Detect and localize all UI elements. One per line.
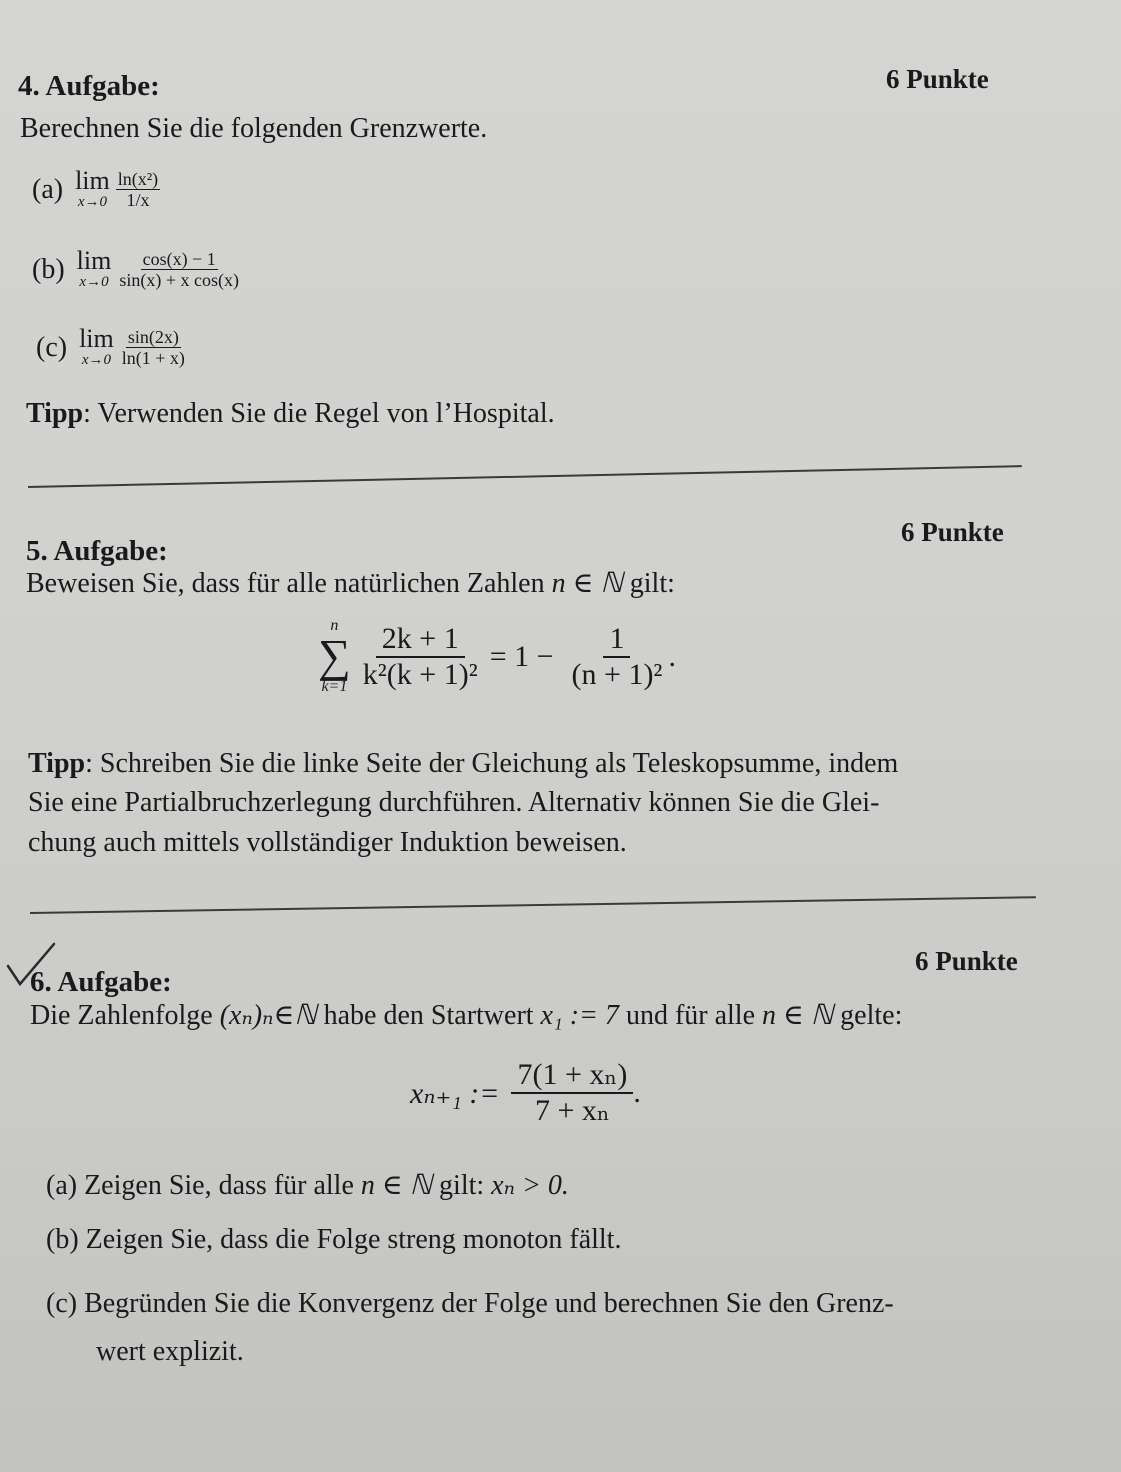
task6-recursion <box>410 1058 641 1128</box>
lim-sub: x→0 <box>81 352 111 368</box>
fraction-denominator: sin(x) + x cos(x) <box>119 270 239 290</box>
task5-points: 6 Punkte <box>901 517 1004 547</box>
task6-item-c-cont: wert explizit. <box>96 1336 244 1367</box>
task6-points: 6 Punkte <box>915 946 1018 976</box>
item-text: Begründen Sie die Konvergenz der Folge und berechnen Sie den Grenz- <box>84 1288 894 1319</box>
task4-points: 6 Punkte <box>886 64 989 94</box>
task5-intro <box>26 566 675 600</box>
intro-start: x₁ := 7 <box>540 1000 619 1031</box>
limit-operator <box>77 248 112 291</box>
rec-lhs: xₙ₊₁ := <box>410 1076 500 1110</box>
sum-upper: n <box>330 617 339 634</box>
task5-tip-line2: Sie eine Partialbruchzerlegung durchführen. Alternativ können Sie die Glei- <box>28 787 880 818</box>
rhs-denominator: (n + 1)² <box>571 658 663 691</box>
separator-line <box>30 896 1036 914</box>
intro-suffix: gilt: <box>622 568 675 599</box>
lim-sub: x→0 <box>79 274 109 290</box>
item-label: (b) <box>32 253 65 285</box>
task4-tip <box>26 398 555 430</box>
fraction <box>116 169 160 210</box>
tip-label: Tipp <box>28 748 86 779</box>
intro-text: Beweisen Sie, dass für alle natürlichen Zahlen <box>26 568 552 599</box>
task6-intro <box>30 998 902 1032</box>
item-label: (b) <box>46 1224 79 1255</box>
intro-d: gelte: <box>833 1000 903 1031</box>
limit-operator <box>79 326 114 369</box>
fraction-denominator: ln(1 + x) <box>121 348 185 368</box>
rec-numerator: 7(1 + xₙ) <box>511 1058 633 1094</box>
rec-fraction <box>511 1058 633 1128</box>
tip-label: Tipp <box>26 398 84 429</box>
rhs-end: . <box>668 640 676 673</box>
rec-end: . <box>633 1076 641 1109</box>
lim-word: lim <box>76 246 112 275</box>
lim-sub: x→0 <box>77 194 107 210</box>
task6-item-c <box>46 1288 894 1320</box>
item-label: (a) <box>46 1170 78 1201</box>
fraction-numerator: sin(2x) <box>127 327 179 347</box>
task4-intro: Berechnen Sie die folgenden Grenzwerte. <box>20 113 488 144</box>
rhs-fraction <box>566 622 669 692</box>
intro-math: n ∈ ℕ <box>551 568 623 599</box>
item-label: (c) <box>46 1288 78 1319</box>
fraction <box>117 249 241 290</box>
task6-heading: 6. Aufgabe: <box>30 966 172 998</box>
task4-heading: 4. Aufgabe: <box>18 70 160 102</box>
tip-text: : Verwenden Sie die Regel von l’Hospital. <box>83 398 555 429</box>
item-label: (c) <box>36 331 68 363</box>
intro-a: Die Zahlenfolge <box>30 1000 220 1031</box>
task4-item-c <box>36 326 187 369</box>
fraction <box>120 327 187 368</box>
item-text: Zeigen Sie, dass für alle <box>84 1170 361 1201</box>
limit-operator <box>75 168 110 211</box>
tip-line1: : Schreiben Sie die linke Seite der Gleichung als Teleskopsumme, indem <box>85 748 899 779</box>
item-label: (a) <box>32 173 64 205</box>
intro-n: n ∈ ℕ <box>762 1000 834 1031</box>
lhs-numerator: 2k + 1 <box>376 622 465 658</box>
item-text2: gilt: <box>432 1170 492 1201</box>
intro-b: habe den Startwert <box>316 1000 541 1031</box>
lhs-fraction <box>357 622 484 692</box>
task5-tip-line1 <box>28 748 898 780</box>
fraction-numerator: ln(x²) <box>117 169 159 189</box>
rhs-prefix: = 1 − <box>489 640 554 673</box>
sigma-icon: ∑ <box>318 630 351 681</box>
rec-denominator: 7 + xₙ <box>534 1094 610 1127</box>
task5-heading: 5. Aufgabe: <box>26 535 168 567</box>
item-math2: xₙ > 0. <box>491 1170 569 1201</box>
separator-line <box>28 465 1022 488</box>
fraction-denominator: 1/x <box>126 190 150 210</box>
item-math: n ∈ ℕ <box>360 1170 433 1201</box>
intro-c: und für alle <box>618 1000 762 1031</box>
sum-lower: k=1 <box>321 678 348 695</box>
item-text: Zeigen Sie, dass die Folge streng monoton fällt. <box>85 1224 622 1255</box>
lim-word: lim <box>75 166 110 195</box>
rhs-numerator: 1 <box>603 622 630 658</box>
task4-item-a <box>32 168 160 211</box>
intro-seq: (xₙ)ₙ∈ℕ <box>219 1000 317 1031</box>
task4-item-b <box>32 248 241 291</box>
sum-symbol <box>318 618 351 696</box>
task6-item-a <box>46 1168 569 1202</box>
fraction-numerator: cos(x) − 1 <box>142 249 216 269</box>
task5-equation <box>318 618 676 696</box>
task6-item-b <box>46 1224 621 1256</box>
task5-tip-line3: chung auch mittels vollständiger Induktion beweisen. <box>28 827 627 858</box>
lim-word: lim <box>79 324 114 353</box>
lhs-denominator: k²(k + 1)² <box>362 658 478 691</box>
